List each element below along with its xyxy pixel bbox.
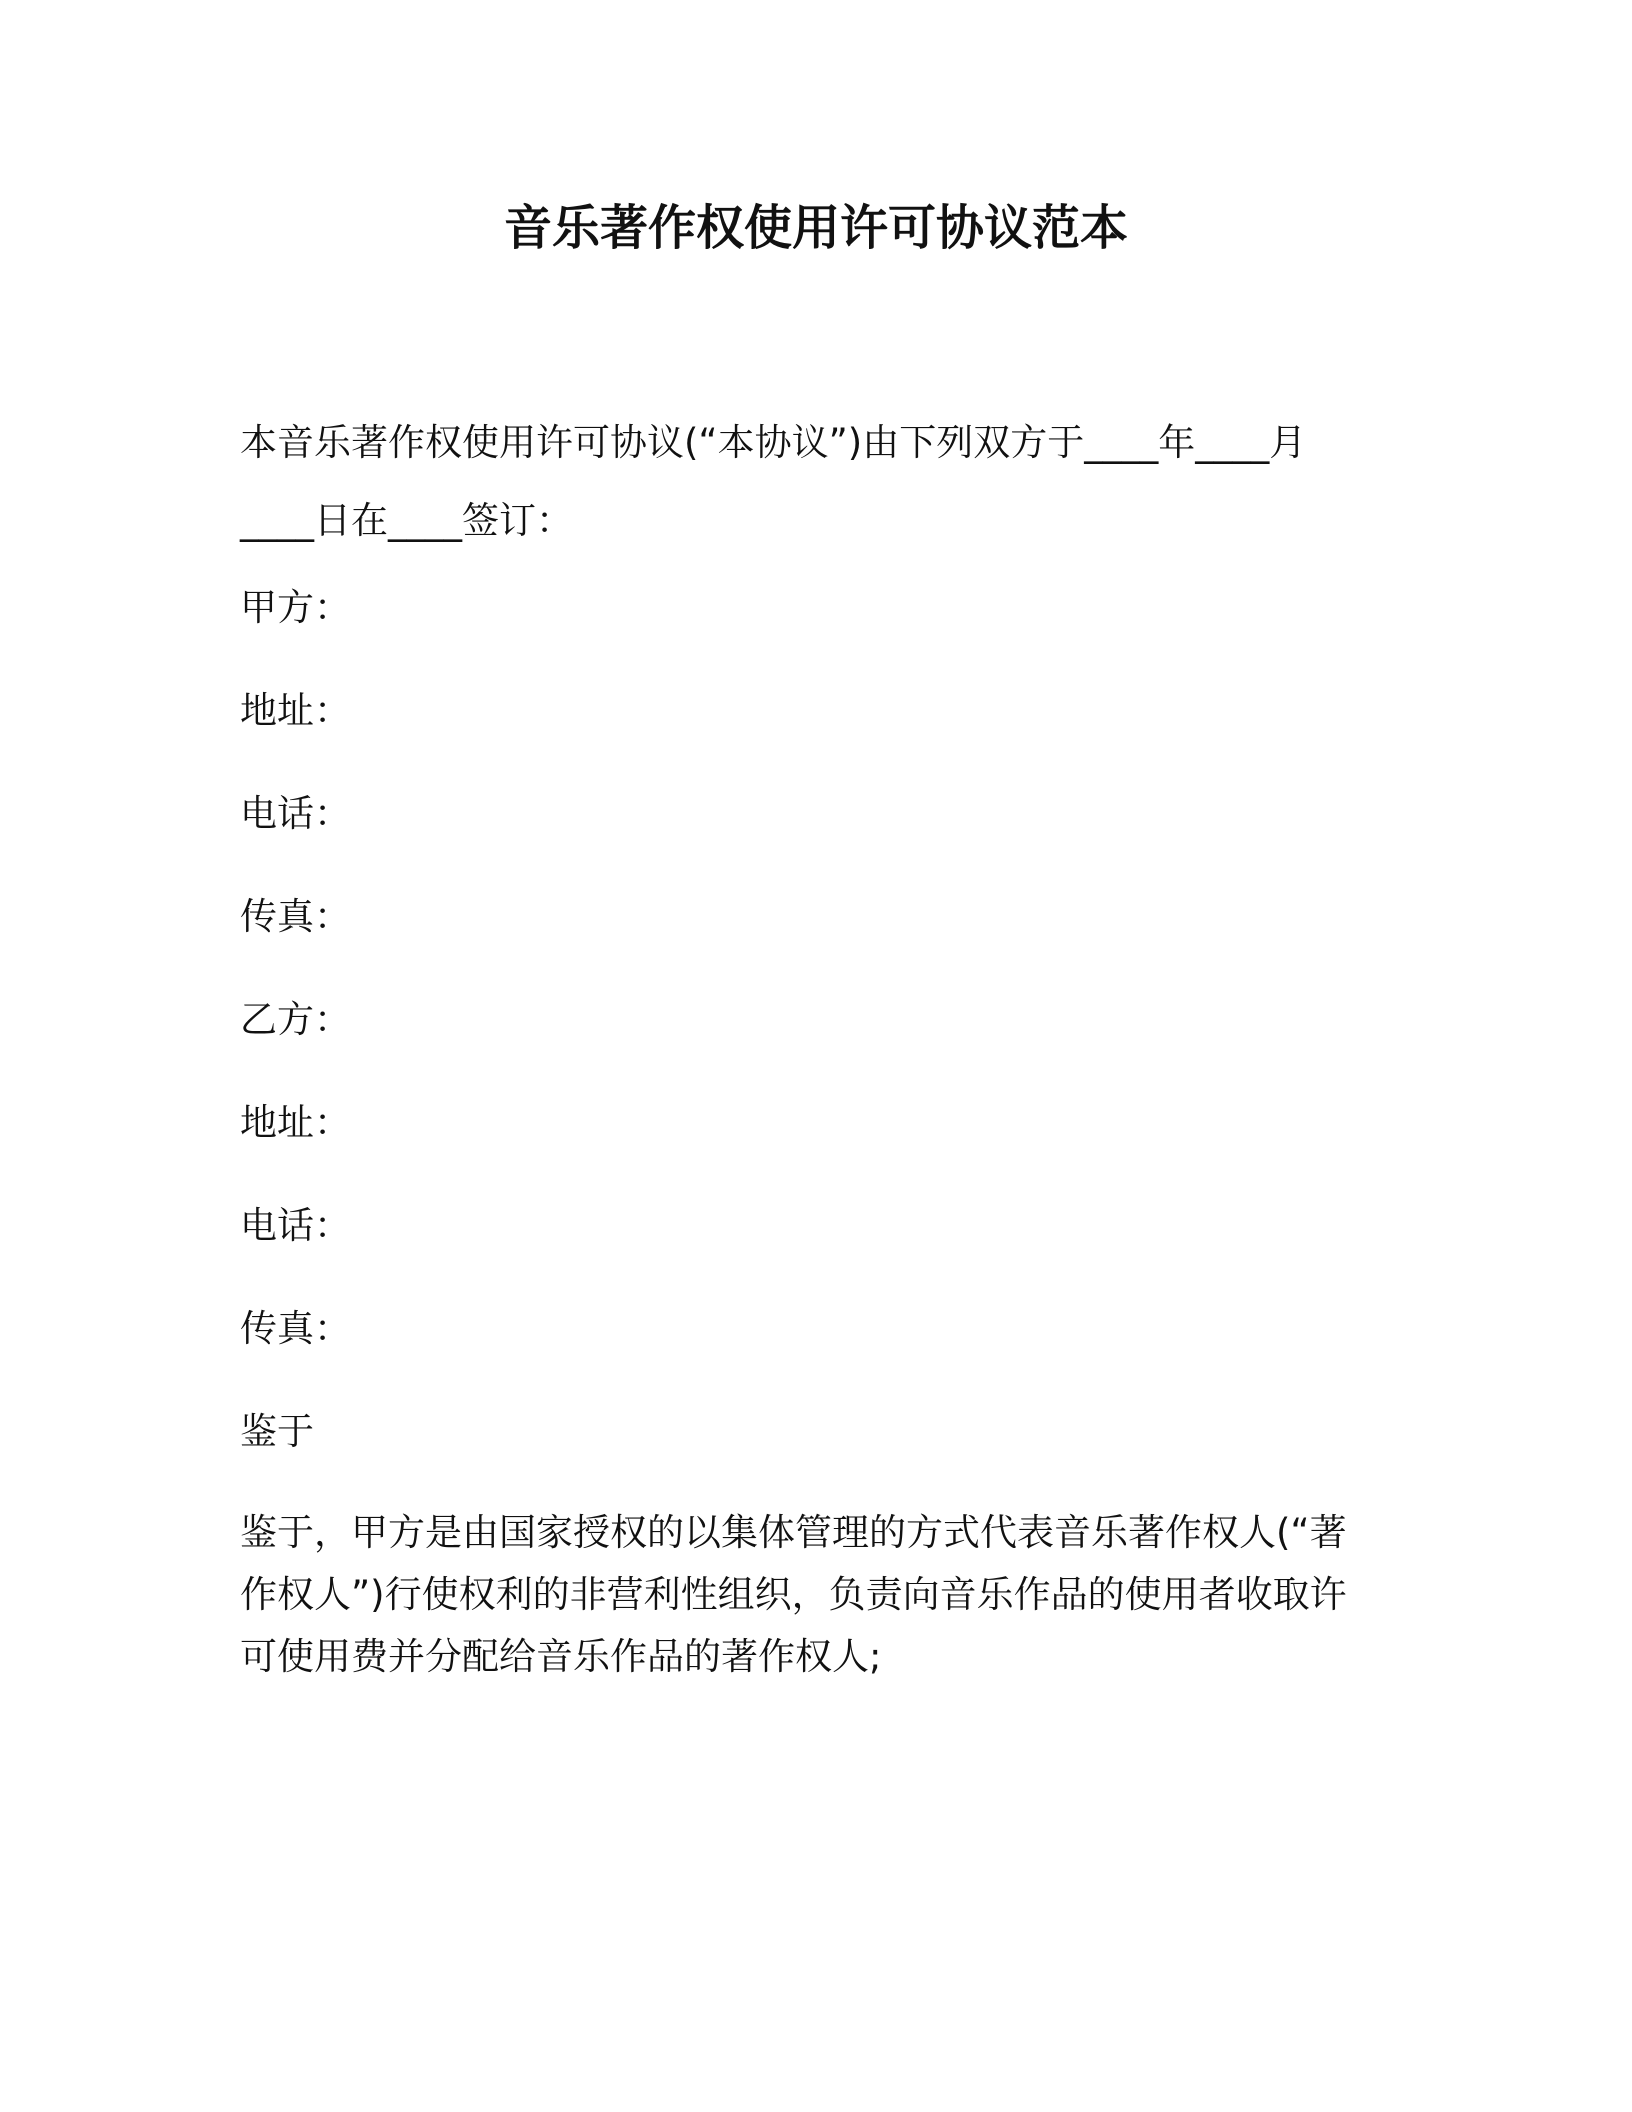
party-a-label: 甲方： (240, 586, 351, 629)
party-a-address: 地址： (240, 689, 351, 732)
document-title: 音乐著作权使用许可协议范本 (503, 200, 1128, 256)
whereas-line-3: 可使用费并分配给音乐作品的著作权人; (240, 1635, 882, 1678)
party-b-label: 乙方： (240, 998, 351, 1041)
intro-line-1: 本音乐著作权使用许可协议(“本协议”)由下列双方于____年____月 (240, 421, 1307, 464)
intro-line-2: ____日在____签订： (240, 499, 573, 542)
party-b-phone: 电话： (240, 1204, 351, 1247)
whereas-line-2: 作权人”)行使权利的非营利性组织，负责向音乐作品的使用者收取许 (240, 1573, 1347, 1616)
document-body (240, 404, 1370, 1688)
whereas-line-1: 鉴于，甲方是由国家授权的以集体管理的方式代表音乐著作权人(“著 (240, 1511, 1347, 1554)
whereas-paragraph (240, 1502, 1370, 1688)
party-a-fax: 传真： (240, 895, 351, 938)
intro-paragraph (240, 404, 1370, 560)
party-b-fax: 传真： (240, 1307, 351, 1350)
whereas-heading: 鉴于 (240, 1410, 314, 1453)
party-a-phone: 电话： (240, 792, 351, 835)
party-b-address: 地址： (240, 1101, 351, 1144)
